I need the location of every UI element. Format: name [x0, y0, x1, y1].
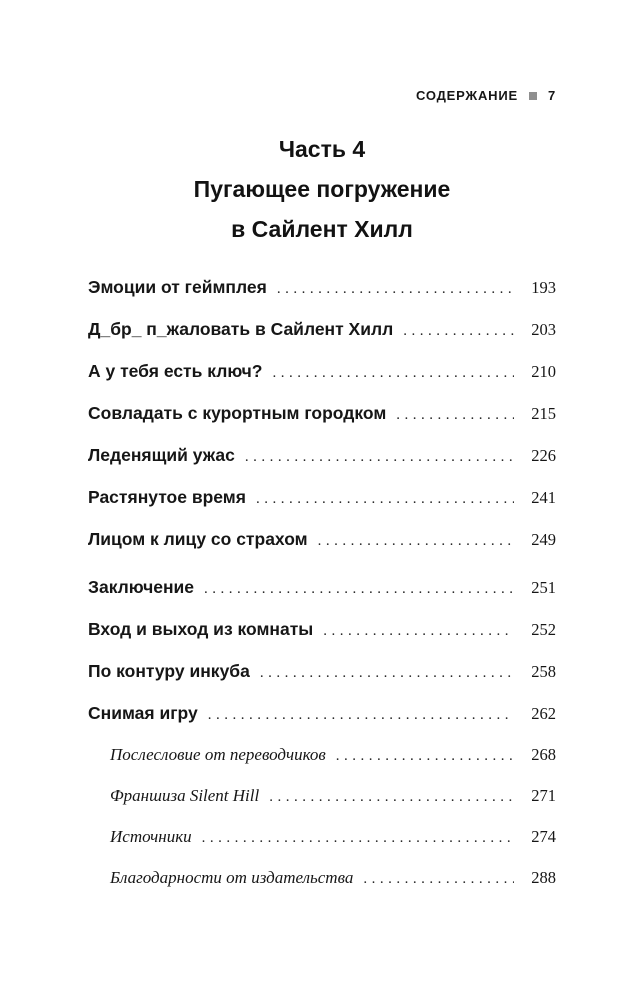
dot-leader — [403, 319, 514, 343]
toc-entry-title: Эмоции от геймплея — [88, 277, 267, 297]
toc-entry-title: Снимая игру — [88, 703, 198, 723]
toc-entry-title: По контуру инкуба — [88, 661, 250, 681]
toc-entry — [88, 527, 556, 553]
dot-leader — [396, 403, 514, 427]
part-heading-line2: Пугающее погружение — [193, 176, 451, 202]
dot-leader — [269, 785, 514, 809]
toc-entry-page: 249 — [531, 530, 556, 549]
toc-entry — [88, 359, 556, 385]
part-heading-line3: в Сайлент Хилл — [231, 216, 413, 242]
toc-entry-title: А у тебя есть ключ? — [88, 361, 263, 381]
toc-entry-title: Вход и выход из комнаты — [88, 619, 314, 639]
dot-leader — [260, 661, 514, 685]
toc-entry-page: 262 — [531, 704, 556, 723]
toc-entry — [88, 825, 556, 850]
dot-leader — [336, 744, 514, 768]
dot-leader — [272, 361, 514, 385]
toc-entry-page: 252 — [531, 620, 556, 639]
dot-leader — [208, 703, 514, 727]
toc-group-main — [88, 275, 556, 553]
toc-entry-page: 274 — [531, 827, 556, 846]
toc-entry — [88, 317, 556, 343]
dot-leader — [363, 867, 514, 891]
toc-entry-page: 271 — [531, 786, 556, 805]
dot-leader — [245, 445, 514, 469]
dot-leader — [202, 826, 514, 850]
toc-entry-page: 210 — [531, 362, 556, 381]
dot-leader — [204, 577, 514, 601]
header-square-marker — [529, 92, 537, 100]
toc-entry-page: 288 — [531, 868, 556, 887]
table-of-contents — [88, 275, 556, 891]
toc-entry-page: 268 — [531, 745, 556, 764]
running-header — [88, 88, 556, 103]
toc-entry — [88, 401, 556, 427]
toc-entry-page: 226 — [531, 446, 556, 465]
dot-leader — [323, 619, 514, 643]
toc-entry — [88, 443, 556, 469]
toc-entry — [88, 866, 556, 891]
toc-entry — [88, 743, 556, 768]
toc-group-backmatter — [88, 743, 556, 891]
toc-entry-title: Растянутое время — [88, 487, 246, 507]
toc-entry-page: 215 — [531, 404, 556, 423]
toc-entry-page: 193 — [531, 278, 556, 297]
toc-entry-title: Леденящий ужас — [88, 445, 235, 465]
toc-entry-page: 241 — [531, 488, 556, 507]
dot-leader — [277, 277, 514, 301]
toc-entry-page: 258 — [531, 662, 556, 681]
toc-entry — [88, 701, 556, 727]
toc-entry — [88, 659, 556, 685]
toc-entry — [88, 575, 556, 601]
part-heading — [88, 129, 556, 249]
toc-entry — [88, 275, 556, 301]
toc-entry-page: 251 — [531, 578, 556, 597]
header-page-number: 7 — [547, 88, 556, 103]
header-title: СОДЕРЖАНИЕ — [415, 88, 518, 103]
toc-entry-title: Лицом к лицу со страхом — [88, 529, 308, 549]
dot-leader — [256, 487, 514, 511]
toc-group-closing — [88, 575, 556, 727]
toc-entry-title: Д_бр_ п_жаловать в Сайлент Хилл — [88, 319, 394, 339]
part-heading-line1: Часть 4 — [278, 136, 366, 162]
toc-entry-title: Благодарности от издательства — [110, 868, 354, 887]
toc-entry — [88, 485, 556, 511]
toc-entry-title: Послесловие от переводчиков — [110, 745, 326, 764]
toc-entry-page: 203 — [531, 320, 556, 339]
dot-leader — [318, 529, 514, 553]
toc-entry — [88, 617, 556, 643]
toc-entry-title: Франшиза Silent Hill — [110, 786, 260, 805]
toc-entry — [88, 784, 556, 809]
toc-entry-title: Источники — [110, 827, 192, 846]
toc-entry-title: Заключение — [88, 577, 195, 597]
toc-entry-title: Совладать с курортным городком — [88, 403, 387, 423]
